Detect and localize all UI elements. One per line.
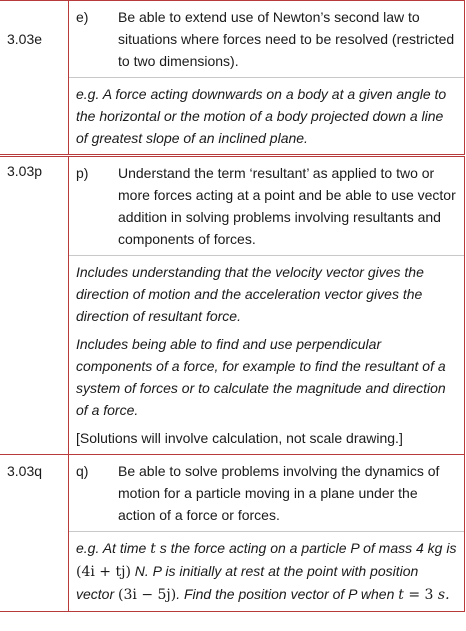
objective-text: Be able to extend use of Newton’s second law to situations where forces need to be resolved (restricted to two dimensions).	[118, 9, 455, 69]
spec-content-cell	[69, 156, 465, 455]
objective-text: Understand the term ‘resultant’ as applied to two or more forces acting at a point and be able to use vector addition in solving problems involving resultants and components of forces.	[118, 165, 456, 247]
time-unit: s.	[437, 587, 450, 603]
guidance-note: [Solutions will involve calculation, not scale drawing.]	[76, 430, 403, 446]
position-vector: (3i − 5j)	[118, 587, 177, 603]
force-vector: (4i + tj)	[76, 564, 131, 580]
math-variable: t	[398, 587, 404, 603]
example-text	[76, 537, 458, 606]
table-row	[0, 156, 465, 455]
table-row	[0, 455, 465, 612]
spec-code: 3.03q	[7, 463, 43, 479]
guidance-block	[69, 256, 464, 454]
spec-code-cell	[0, 455, 69, 612]
spec-content-cell	[69, 455, 465, 612]
spec-code: 3.03e	[7, 31, 43, 47]
spec-content-cell	[69, 1, 465, 156]
example-part: N. P is initially at rest at the point with position vector	[76, 563, 419, 602]
objective-block	[69, 157, 464, 256]
guidance-note: Includes understanding that the velocity vector gives the direction of motion and the acceleration vector gives the direction of resultant force.	[76, 264, 424, 324]
math-variable: t	[150, 541, 156, 557]
spec-code: 3.03p	[7, 163, 43, 179]
guidance-note: Includes being able to find and use perpendicular components of a force, for example to find the resultant of a system of forces or to calculate the magnitude and direction of a force.	[76, 336, 446, 418]
spec-code-cell	[0, 1, 69, 156]
objective-text: Be able to solve problems involving the dynamics of motion for a particle moving in a plane under the action of a force or forces.	[118, 463, 440, 523]
spec-code-cell	[0, 156, 69, 455]
guidance-block	[69, 532, 464, 611]
objective-block	[69, 455, 464, 532]
math-equation: = 3	[403, 587, 438, 603]
item-letter: e)	[76, 9, 89, 25]
guidance-block	[69, 78, 464, 154]
item-letter: p)	[76, 165, 89, 181]
example-part: e.g. At time	[76, 540, 151, 556]
table-row	[0, 1, 465, 156]
objective-block	[69, 1, 464, 78]
example-part: s the force acting on a particle P of mass 4 kg is	[155, 540, 457, 556]
example-text: e.g. A force acting downwards on a body at a given angle to the horizontal or the motion of a body projected down a line of greatest slope of an inclined plane.	[76, 86, 447, 146]
example-part: . Find the position vector of P when	[176, 586, 399, 602]
item-letter: q)	[76, 463, 89, 479]
